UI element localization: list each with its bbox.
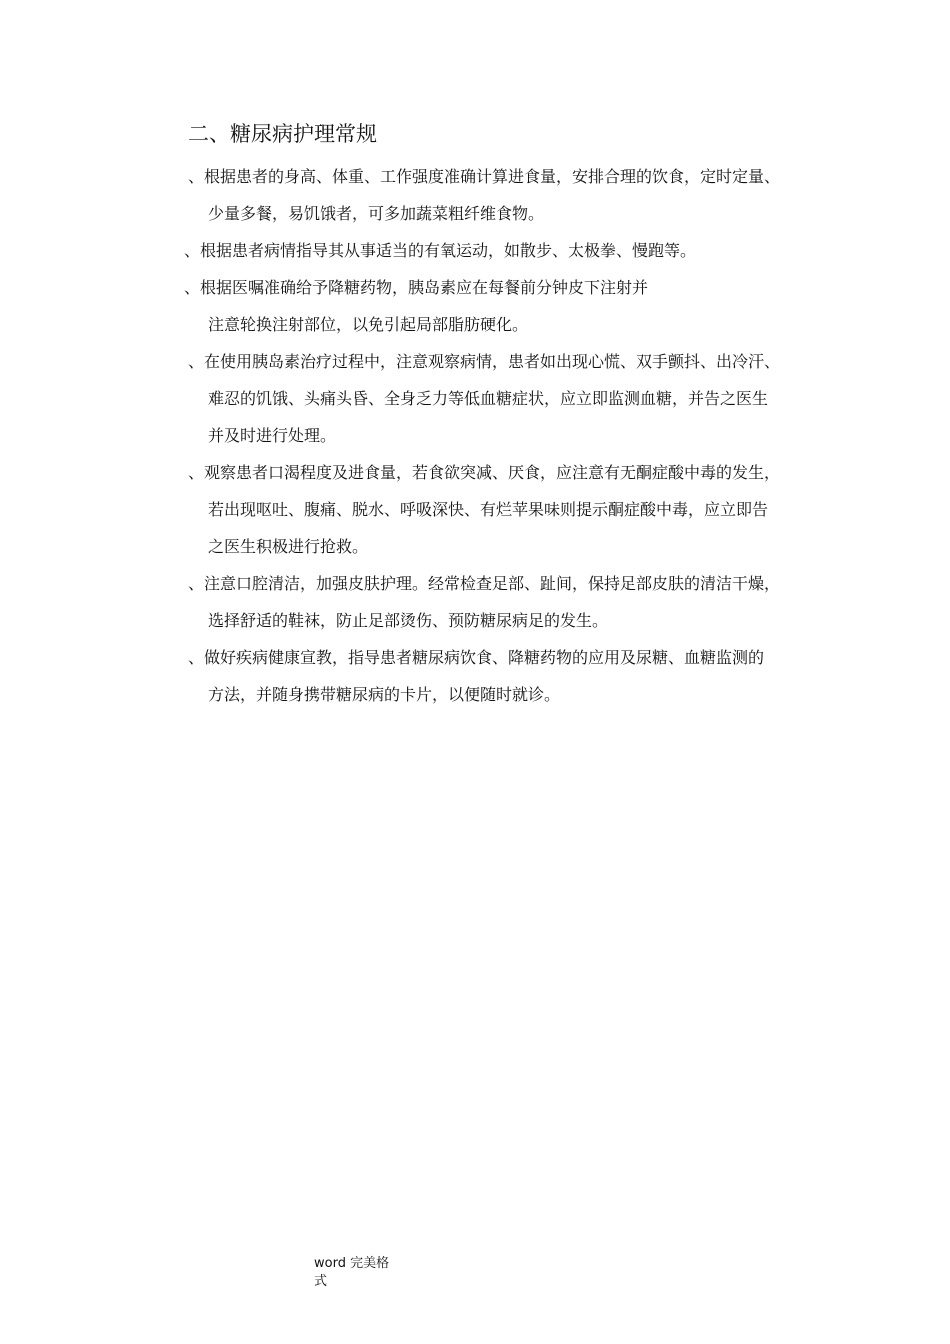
document-title: 二、糖尿病护理常规 xyxy=(188,122,377,146)
item-7-line-2: 方法，并随身携带糖尿病的卡片，以便随时就诊。 xyxy=(208,685,561,704)
item-4-line-3: 并及时进行处理。 xyxy=(208,426,337,445)
item-1-line-1: 、根据患者的身高、体重、工作强度准确计算进食量，安排合理的饮食，定时定量、 xyxy=(188,167,781,186)
footer-text-line-1: word 完美格 xyxy=(314,1256,390,1271)
item-6-line-1: 、注意口腔清洁，加强皮肤护理。经常检查足部、趾间，保持足部皮肤的清洁干燥， xyxy=(188,574,781,593)
item-2-line-1: 、根据患者病情指导其从事适当的有氧运动，如散步、太极拳、慢跑等。 xyxy=(184,241,697,260)
item-6-line-2: 选择舒适的鞋袜，防止足部烫伤、预防糖尿病足的发生。 xyxy=(208,611,609,630)
footer-text-line-2: 式 xyxy=(314,1274,328,1289)
item-5-line-2: 若出现呕吐、腹痛、脱水、呼吸深快、有烂苹果味则提示酮症酸中毒，应立即告 xyxy=(208,500,769,519)
item-5-line-3: 之医生积极进行抢救。 xyxy=(208,537,369,556)
item-3-line-1: 、根据医嘱准确给予降糖药物，胰岛素应在每餐前分钟皮下注射并 xyxy=(184,278,649,297)
item-7-line-1: 、做好疾病健康宣教，指导患者糖尿病饮食、降糖药物的应用及尿糖、血糖监测的 xyxy=(188,648,765,667)
item-1-line-2: 少量多餐，易饥饿者，可多加蔬菜粗纤维食物。 xyxy=(208,204,545,223)
item-4-line-1: 、在使用胰岛素治疗过程中，注意观察病情，患者如出现心慌、双手颤抖、出冷汗、 xyxy=(188,352,781,371)
item-5-line-1: 、观察患者口渴程度及进食量，若食欲突减、厌食，应注意有无酮症酸中毒的发生， xyxy=(188,463,781,482)
item-4-line-2: 难忍的饥饿、头痛头昏、全身乏力等低血糖症状，应立即监测血糖，并告之医生 xyxy=(208,389,769,408)
item-3-line-2: 注意轮换注射部位，以免引起局部脂肪硬化。 xyxy=(208,315,529,334)
